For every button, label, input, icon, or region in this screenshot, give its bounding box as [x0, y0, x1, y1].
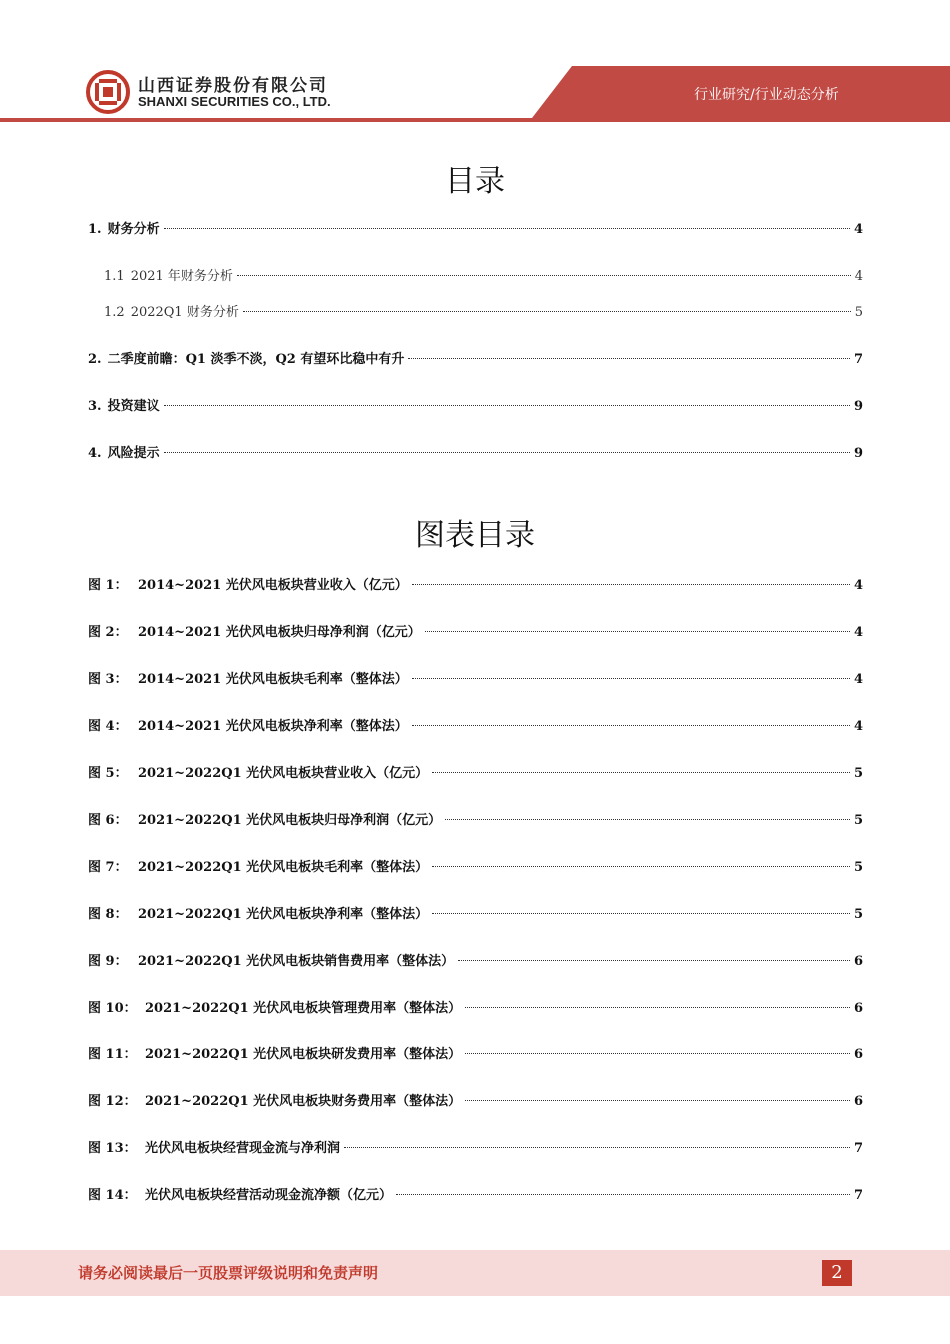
- figure-item-label: 2021~2022Q1 光伏风电板块归母净利润（亿元）: [138, 813, 442, 828]
- figure-item-number: 图 1：: [88, 578, 128, 593]
- figure-item-label: 2021~2022Q1 光伏风电板块毛利率（整体法）: [138, 860, 429, 875]
- figure-item-label: 2021~2022Q1 光伏风电板块净利率（整体法）: [138, 907, 429, 922]
- toc-item-label: 投资建议: [107, 399, 160, 414]
- figure-leader-dots: [432, 866, 850, 867]
- toc-item-number: 2.: [88, 352, 102, 367]
- figure-leader-dots: [465, 1053, 850, 1054]
- figure-item-page: 6: [853, 1094, 863, 1109]
- figure-item-number: 图 6：: [88, 813, 128, 828]
- report-category: 行业研究/行业动态分析: [694, 87, 839, 103]
- figure-leader-dots: [412, 725, 850, 726]
- toc-item-label: 二季度前瞻：Q1 淡季不淡，Q2 有望环比稳中有升: [107, 352, 405, 367]
- figure-item-page: 4: [853, 578, 863, 593]
- figure-item-label: 2021~2022Q1 光伏风电板块研发费用率（整体法）: [145, 1047, 462, 1062]
- toc-item-number: 1.: [88, 222, 102, 237]
- figure-item-14[interactable]: [88, 1186, 863, 1206]
- company-name-cn: 山西证券股份有限公司: [138, 76, 328, 96]
- toc-item-3[interactable]: [88, 397, 863, 417]
- toc-item-number: 1.2: [104, 305, 125, 320]
- figure-item-13[interactable]: [88, 1139, 863, 1159]
- figure-item-label: 2021~2022Q1 光伏风电板块财务费用率（整体法）: [145, 1094, 462, 1109]
- figure-leader-dots: [396, 1194, 850, 1195]
- figure-item-12[interactable]: [88, 1092, 863, 1112]
- figures-title: 图表目录: [415, 518, 535, 553]
- figure-leader-dots: [445, 819, 850, 820]
- figure-item-label: 2021~2022Q1 光伏风电板块营业收入（亿元）: [138, 766, 429, 781]
- figure-item-1[interactable]: [88, 576, 863, 596]
- figure-item-number: 图 11：: [88, 1047, 137, 1062]
- figure-leader-dots: [432, 772, 850, 773]
- toc-item-number: 1.1: [104, 269, 125, 284]
- toc-item-4[interactable]: [88, 444, 863, 464]
- figure-leader-dots: [432, 913, 850, 914]
- figure-item-label: 2014~2021 光伏风电板块营业收入（亿元）: [138, 578, 408, 593]
- toc-item-1-2[interactable]: [104, 303, 863, 323]
- figure-item-number: 图 2：: [88, 625, 128, 640]
- figure-item-number: 图 5：: [88, 766, 128, 781]
- figure-leader-dots: [412, 678, 850, 679]
- toc-item-label: 风险提示: [107, 446, 160, 461]
- toc-item-1-1[interactable]: [104, 267, 863, 287]
- toc-item-label: 2021 年财务分析: [130, 269, 233, 284]
- figure-item-page: 5: [853, 907, 863, 922]
- toc-item-page: 5: [854, 305, 863, 320]
- toc-item-page: 9: [853, 446, 863, 461]
- page-footer: [0, 1250, 950, 1296]
- figure-item-10[interactable]: [88, 999, 863, 1019]
- toc-item-label: 2022Q1 财务分析: [130, 305, 239, 320]
- figure-item-number: 图 9：: [88, 954, 128, 969]
- toc-leader-dots: [237, 275, 851, 276]
- figure-item-label: 2021~2022Q1 光伏风电板块销售费用率（整体法）: [138, 954, 455, 969]
- toc-title: 目录: [445, 164, 505, 199]
- toc-leader-dots: [408, 358, 850, 359]
- company-logo-icon: [86, 70, 130, 114]
- figure-item-page: 4: [853, 719, 863, 734]
- figure-item-page: 5: [853, 860, 863, 875]
- figure-leader-dots: [465, 1007, 850, 1008]
- figure-item-number: 图 12：: [88, 1094, 137, 1109]
- figure-item-page: 6: [853, 1001, 863, 1016]
- figure-item-label: 2021~2022Q1 光伏风电板块管理费用率（整体法）: [145, 1001, 462, 1016]
- figure-item-7[interactable]: [88, 858, 863, 878]
- figure-item-2[interactable]: [88, 623, 863, 643]
- figure-item-number: 图 4：: [88, 719, 128, 734]
- figure-item-label: 2014~2021 光伏风电板块毛利率（整体法）: [138, 672, 408, 687]
- figure-item-number: 图 8：: [88, 907, 128, 922]
- figure-item-4[interactable]: [88, 717, 863, 737]
- toc-leader-dots: [164, 452, 850, 453]
- toc-item-1[interactable]: [88, 220, 863, 240]
- toc-item-page: 9: [853, 399, 863, 414]
- toc-leader-dots: [243, 311, 851, 312]
- figure-item-page: 6: [853, 954, 863, 969]
- toc-item-page: 7: [853, 352, 863, 367]
- header-banner: [0, 0, 950, 130]
- figure-item-number: 图 7：: [88, 860, 128, 875]
- toc-item-label: 财务分析: [107, 222, 160, 237]
- page-header: [0, 0, 950, 130]
- toc-item-2[interactable]: [88, 350, 863, 370]
- figure-item-6[interactable]: [88, 811, 863, 831]
- figure-item-page: 7: [853, 1188, 863, 1203]
- figure-leader-dots: [465, 1100, 850, 1101]
- figure-leader-dots: [425, 631, 850, 632]
- toc-item-number: 3.: [88, 399, 102, 414]
- figure-item-number: 图 13：: [88, 1141, 137, 1156]
- figure-item-number: 图 3：: [88, 672, 128, 687]
- toc-leader-dots: [164, 405, 850, 406]
- figure-item-8[interactable]: [88, 905, 863, 925]
- figure-item-page: 7: [853, 1141, 863, 1156]
- figure-item-page: 5: [853, 813, 863, 828]
- figure-item-label: 2014~2021 光伏风电板块归母净利润（亿元）: [138, 625, 421, 640]
- page-number: 2: [822, 1260, 852, 1286]
- figure-item-page: 4: [853, 672, 863, 687]
- company-name-en: SHANXI SECURITIES CO., LTD.: [138, 94, 331, 109]
- figure-leader-dots: [344, 1147, 850, 1148]
- toc-leader-dots: [164, 228, 850, 229]
- disclaimer-text: 请务必阅读最后一页股票评级说明和免责声明: [78, 1264, 379, 1282]
- toc-item-number: 4.: [88, 446, 102, 461]
- figure-item-9[interactable]: [88, 952, 863, 972]
- figure-item-page: 6: [853, 1047, 863, 1062]
- toc-item-page: 4: [853, 222, 863, 237]
- toc-item-page: 4: [854, 269, 863, 284]
- figure-item-5[interactable]: [88, 764, 863, 784]
- figure-item-number: 图 10：: [88, 1001, 137, 1016]
- figure-item-label: 2014~2021 光伏风电板块净利率（整体法）: [138, 719, 408, 734]
- figure-item-number: 图 14：: [88, 1188, 137, 1203]
- figure-item-page: 4: [853, 625, 863, 640]
- figure-item-3[interactable]: [88, 670, 863, 690]
- figure-leader-dots: [458, 960, 850, 961]
- figure-item-label: 光伏风电板块经营现金流与净利润: [145, 1141, 341, 1156]
- figure-item-label: 光伏风电板块经营活动现金流净额（亿元）: [145, 1188, 393, 1203]
- figure-item-page: 5: [853, 766, 863, 781]
- figure-item-11[interactable]: [88, 1045, 863, 1065]
- figure-leader-dots: [412, 584, 850, 585]
